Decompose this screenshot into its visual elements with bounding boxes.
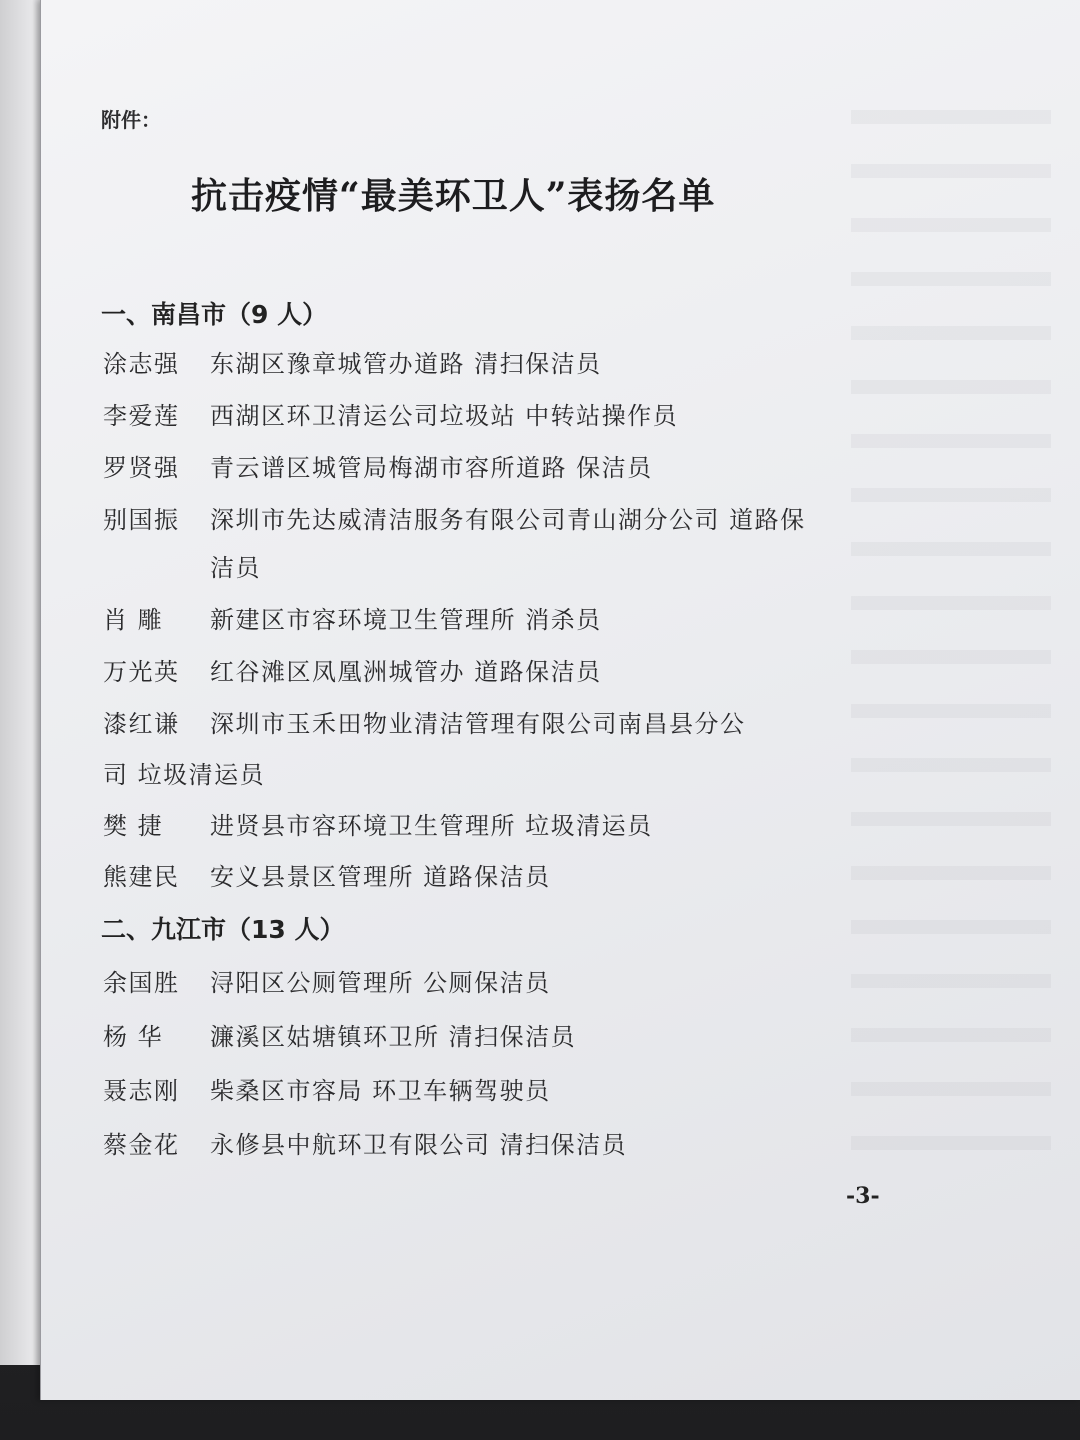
section-heading-jiujiang: 二、九江市（13 人） <box>101 915 345 944</box>
person-name: 聂志刚 <box>103 1077 180 1105</box>
list-item <box>103 1071 551 1106</box>
person-name: 涂志强 <box>103 350 180 378</box>
person-unit: 进贤县市容环境卫生管理所 垃圾清运员 <box>210 812 653 840</box>
list-item <box>103 1125 627 1160</box>
page-number: -3- <box>846 1183 880 1209</box>
list-item <box>103 806 653 841</box>
person-unit: 浔阳区公厕管理所 公厕保洁员 <box>210 969 551 997</box>
list-item <box>103 448 653 483</box>
person-unit: 安义县景区管理所 道路保洁员 <box>210 863 551 891</box>
list-item <box>103 600 602 635</box>
person-unit: 青云谱区城管局梅湖市容所道路 保洁员 <box>210 454 653 482</box>
person-unit: 新建区市容环境卫生管理所 消杀员 <box>210 606 602 634</box>
list-item <box>103 857 551 892</box>
person-unit: 深圳市先达威清洁服务有限公司青山湖分公司 道路保 <box>210 506 806 534</box>
person-name: 万光英 <box>103 658 180 686</box>
list-item <box>103 652 602 687</box>
bleed-through-text <box>851 80 1051 1170</box>
attachment-label: 附件： <box>101 108 161 132</box>
person-name: 漆红谦 <box>103 710 180 738</box>
person-name: 余国胜 <box>103 969 180 997</box>
document-title: 抗击疫情“最美环卫人”表扬名单 <box>191 175 716 217</box>
person-name: 樊 捷 <box>103 812 164 840</box>
section-heading-nanchang: 一、南昌市（9 人） <box>101 300 328 329</box>
list-item <box>103 704 746 739</box>
person-unit: 濂溪区姑塘镇环卫所 清扫保洁员 <box>210 1023 577 1051</box>
list-item <box>103 500 806 535</box>
person-name: 蔡金花 <box>103 1131 180 1159</box>
list-item <box>103 963 551 998</box>
person-unit: 永修县中航环卫有限公司 清扫保洁员 <box>210 1131 628 1159</box>
person-unit: 红谷滩区凤凰洲城管办 道路保洁员 <box>210 658 602 686</box>
person-name: 罗贤强 <box>103 454 180 482</box>
person-unit: 西湖区环卫清运公司垃圾站 中转站操作员 <box>210 402 679 430</box>
person-unit: 深圳市玉禾田物业清洁管理有限公司南昌县分公 <box>210 710 746 738</box>
person-name: 肖 雕 <box>103 606 164 634</box>
document-page <box>40 0 1080 1400</box>
person-name: 李爱莲 <box>103 402 180 430</box>
list-item <box>103 1017 576 1052</box>
person-name: 熊建民 <box>103 863 180 891</box>
list-item <box>103 344 602 379</box>
person-name: 杨 华 <box>103 1023 164 1051</box>
person-unit-continuation: 洁员 <box>210 554 261 582</box>
person-name: 别国振 <box>103 506 180 534</box>
list-item <box>103 396 678 431</box>
person-unit: 柴桑区市容局 环卫车辆驾驶员 <box>210 1077 551 1105</box>
person-unit: 东湖区豫章城管办道路 清扫保洁员 <box>210 350 602 378</box>
person-unit-continuation: 司 垃圾清运员 <box>103 761 266 789</box>
